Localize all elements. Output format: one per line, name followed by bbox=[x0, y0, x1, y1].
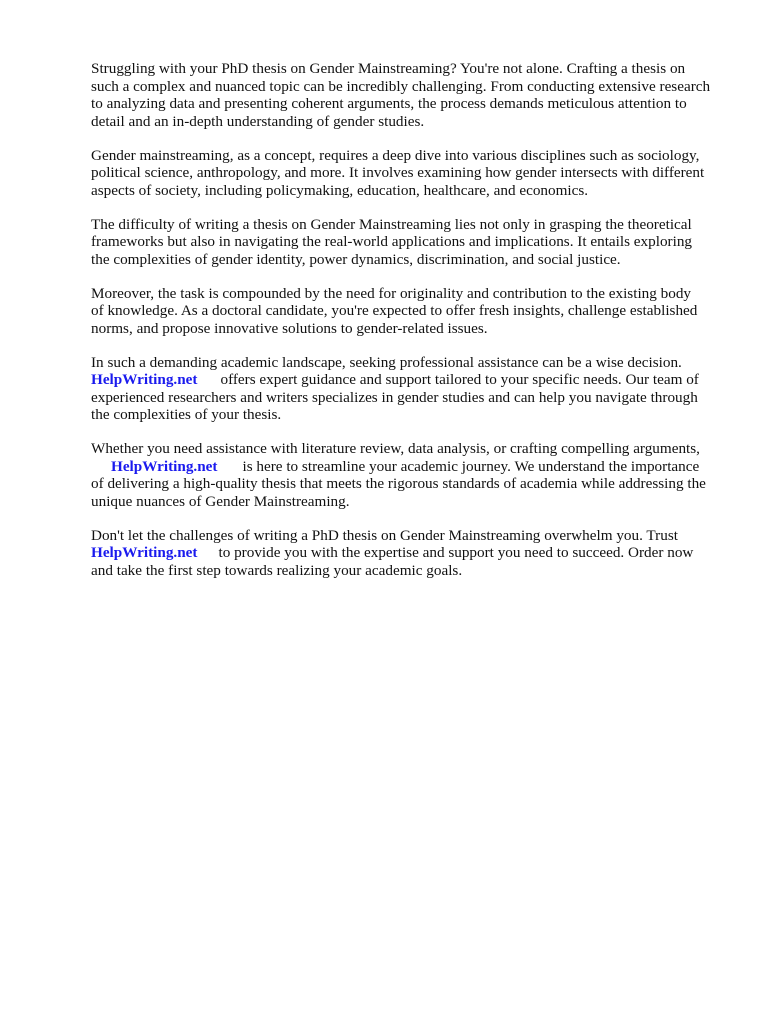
link-trailing-text: is here to streamline your academic journey. We understand the importance bbox=[242, 457, 700, 475]
text-line: and take the first step towards realizing your academic goals. bbox=[91, 561, 463, 579]
text-line: Whether you need assistance with literature review, data analysis, or crafting compelling arguments, bbox=[91, 440, 700, 457]
text-line: frameworks but also in navigating the real-world applications and implications. It entails exploring bbox=[91, 233, 693, 250]
paragraph-difficulty bbox=[91, 216, 731, 269]
paragraph-intro bbox=[91, 60, 731, 130]
helpwriting-link[interactable]: HelpWriting.net bbox=[91, 544, 198, 561]
text-line: unique nuances of Gender Mainstreaming. bbox=[91, 492, 350, 510]
paragraph-concept bbox=[91, 147, 731, 200]
text-line: aspects of society, including policymaking, education, healthcare, and economics. bbox=[91, 181, 589, 199]
text-line: of delivering a high-quality thesis that meets the rigorous standards of academia while addressing the bbox=[91, 475, 706, 492]
link-trailing-text: offers expert guidance and support tailored to your specific needs. Our team of bbox=[220, 371, 699, 388]
text-line: experienced researchers and writers specializes in gender studies and can help you navigate through bbox=[91, 388, 698, 406]
paragraph-services bbox=[91, 440, 731, 510]
text-line: of knowledge. As a doctoral candidate, you're expected to offer fresh insights, challenge established bbox=[91, 302, 698, 319]
link-trailing-text: to provide you with the expertise and support you need to succeed. Order now bbox=[218, 544, 694, 561]
text-line: norms, and propose innovative solutions to gender-related issues. bbox=[91, 319, 488, 337]
text-line: the complexities of gender identity, power dynamics, discrimination, and social justice. bbox=[91, 250, 621, 268]
paragraph-originality bbox=[91, 285, 731, 338]
paragraph-closing bbox=[91, 527, 731, 580]
helpwriting-link[interactable]: HelpWriting.net bbox=[91, 371, 198, 388]
text-line-with-link bbox=[91, 371, 731, 389]
text-line: detail and an in-depth understanding of gender studies. bbox=[91, 112, 425, 130]
text-line: the complexities of your thesis. bbox=[91, 406, 282, 423]
text-line: Don't let the challenges of writing a PhD thesis on Gender Mainstreaming overwhelm you. Trust bbox=[91, 526, 678, 544]
helpwriting-link[interactable]: HelpWriting.net bbox=[111, 457, 218, 475]
document-page bbox=[91, 60, 731, 596]
text-line: Struggling with your PhD thesis on Gender Mainstreaming? You're not alone. Crafting a thesis on bbox=[91, 60, 686, 77]
paragraph-assistance bbox=[91, 354, 731, 424]
text-line: such a complex and nuanced topic can be incredibly challenging. From conducting extensive research bbox=[91, 77, 711, 95]
text-line: to analyzing data and presenting coherent arguments, the process demands meticulous attention to bbox=[91, 95, 687, 112]
text-line: Gender mainstreaming, as a concept, requires a deep dive into various disciplines such as sociology, bbox=[91, 146, 700, 164]
text-line: In such a demanding academic landscape, seeking professional assistance can be a wise decision. bbox=[91, 353, 682, 371]
text-line-with-link bbox=[91, 458, 731, 476]
text-line: Moreover, the task is compounded by the need for originality and contribution to the existing body bbox=[91, 284, 692, 302]
text-line: political science, anthropology, and more. It involves examining how gender intersects with different bbox=[91, 164, 705, 181]
text-line: The difficulty of writing a thesis on Gender Mainstreaming lies not only in grasping the theoretical bbox=[91, 215, 692, 233]
text-line-with-link bbox=[91, 544, 731, 562]
